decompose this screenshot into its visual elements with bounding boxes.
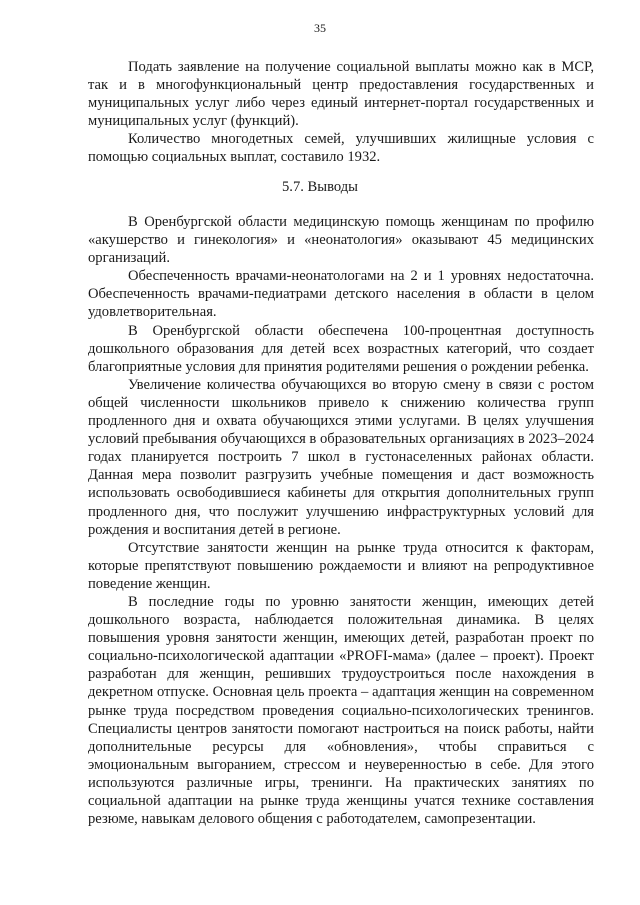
paragraph-families-count: Количество многодетных семей, улучшивших жилищные условия с помощью социальных выплат, составило 1932. [88,131,594,166]
paragraph-medical-organizations: В Оренбургской области медицинскую помощь женщинам по профилю «акушерство и гинекология» и «неонатология» оказывают 45 медицинских организаций. [88,214,594,267]
paragraph-application: Подать заявление на получение социальной выплаты можно как в МСР, так и в многофункциональный центр предоставления государственных и муниципальных услуг либо через единый интернет-портал государственных и муниципальных услуг (функций). [88,59,594,130]
paragraph-profi-mama: В последние годы по уровню занятости женщин, имеющих детей дошкольного возраста, наблюдается положительная динамика. В целях повышения уровня занятости женщин, имеющих детей, разработан проект по социально-психологической адаптации «PROFI-мама» (далее – проект). Проект разработан для женщин, решивших трудоустроиться после нахождения в декретном отпуске. Основная цель проекта – адаптация женщин на современном рынке труда посредством проведения социально-психологических тренингов. Специалисты центров занятости помогают настроиться на поиск работы, найти дополнительные ресурсы для «обновления», чтобы справиться с эмоциональным выгоранием, стрессом и неуверенностью в себе. Для этого используются различные игры, тренинги. На практических занятиях по социальной адаптации на рынке труда женщины учатся технике составления резюме, навыкам делового общения с работодателем, самопрезентации. [88,593,594,828]
paragraph-employment-factor: Отсутствие занятости женщин на рынке труда относится к факторам, которые препятствуют повышению рождаемости и влияют на репродуктивное поведение женщин. [88,539,594,592]
section-heading: 5.7. Выводы [282,179,358,195]
conclusions-text-block [88,213,594,828]
paragraph-neonatologists: Обеспеченность врачами-неонатологами на 2 и 1 уровнях недостаточна. Обеспеченность врачами-педиатрами детского населения в области в целом удовлетворительная. [88,268,594,321]
paragraph-preschool: В Оренбургской области обеспечена 100-процентная доступность дошкольного образования для детей всех возрастных категорий, что создает благоприятные условия для принятия родителями решения о рождении ребенка. [88,322,594,375]
paragraph-schools: Увеличение количества обучающихся во вторую смену в связи с ростом общей численности школьников привело к снижению количества групп продленного дня и охвата обучающихся этими услугами. В целях улучшения условий пребывания обучающихся в образовательных организациях в 2023–2024 годах планируется построить 7 школ в густонаселенных районах области. Данная мера позволит разгрузить учебные помещения и даст возможность использовать освободившиеся кабинеты для открытия дополнительных групп продленного дня, что послужит улучшению инфраструктурных условий для рождения и воспитания детей в регионе. [88,376,594,538]
intro-text-block [88,58,594,167]
page-number: 35 [314,21,326,35]
